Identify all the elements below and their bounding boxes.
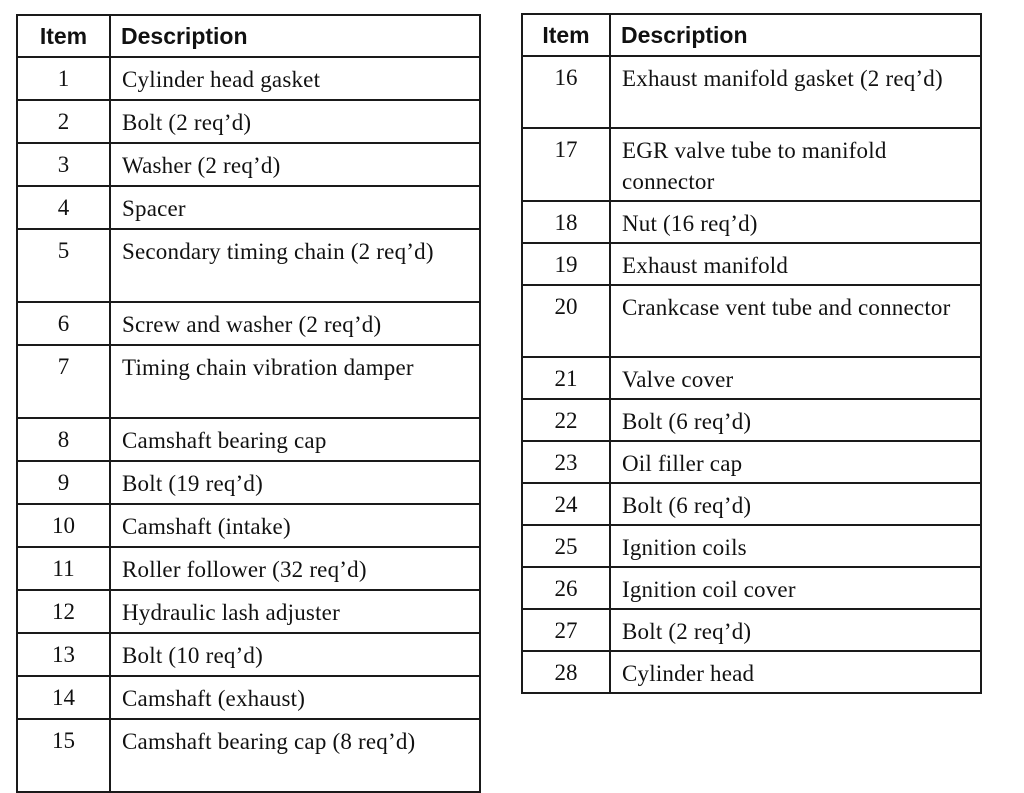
item-description: Washer (2 req’d) bbox=[110, 143, 480, 186]
parts-table-right bbox=[521, 13, 982, 694]
description-column-header: Description bbox=[610, 14, 981, 56]
table-row bbox=[522, 609, 981, 651]
item-number: 3 bbox=[17, 143, 110, 186]
item-description: Spacer bbox=[110, 186, 480, 229]
item-description: Screw and washer (2 req’d) bbox=[110, 302, 480, 345]
table-row bbox=[17, 504, 480, 547]
table-row bbox=[17, 633, 480, 676]
item-number: 14 bbox=[17, 676, 110, 719]
item-description: Exhaust manifold gasket (2 req’d) bbox=[610, 56, 981, 128]
item-description: Camshaft bearing cap (8 req’d) bbox=[110, 719, 480, 792]
item-number: 17 bbox=[522, 128, 610, 201]
item-number: 24 bbox=[522, 483, 610, 525]
table-row bbox=[17, 57, 480, 100]
table-row bbox=[522, 243, 981, 285]
item-description: Bolt (6 req’d) bbox=[610, 399, 981, 441]
table-row bbox=[17, 143, 480, 186]
item-number: 22 bbox=[522, 399, 610, 441]
item-column-header: Item bbox=[522, 14, 610, 56]
item-description: Ignition coil cover bbox=[610, 567, 981, 609]
item-number: 19 bbox=[522, 243, 610, 285]
table-row bbox=[522, 56, 981, 128]
item-description: Oil filler cap bbox=[610, 441, 981, 483]
item-number: 12 bbox=[17, 590, 110, 633]
table-row bbox=[522, 441, 981, 483]
item-description: Bolt (2 req’d) bbox=[110, 100, 480, 143]
table-row bbox=[17, 100, 480, 143]
item-description: Camshaft bearing cap bbox=[110, 418, 480, 461]
item-number: 18 bbox=[522, 201, 610, 243]
table-row bbox=[522, 483, 981, 525]
item-number: 23 bbox=[522, 441, 610, 483]
table-row bbox=[522, 357, 981, 399]
table-row bbox=[522, 201, 981, 243]
table-row bbox=[522, 399, 981, 441]
item-number: 27 bbox=[522, 609, 610, 651]
item-number: 2 bbox=[17, 100, 110, 143]
table-row bbox=[17, 547, 480, 590]
item-description: EGR valve tube to manifold connector bbox=[610, 128, 981, 201]
item-number: 10 bbox=[17, 504, 110, 547]
table-row bbox=[17, 302, 480, 345]
item-description: Exhaust manifold bbox=[610, 243, 981, 285]
item-description: Hydraulic lash adjuster bbox=[110, 590, 480, 633]
table-row bbox=[522, 525, 981, 567]
item-number: 20 bbox=[522, 285, 610, 357]
table-row bbox=[17, 676, 480, 719]
table-row bbox=[522, 651, 981, 693]
item-number: 7 bbox=[17, 345, 110, 418]
table-row bbox=[522, 285, 981, 357]
item-description: Secondary timing chain (2 req’d) bbox=[110, 229, 480, 302]
header-row bbox=[522, 14, 981, 56]
table-row bbox=[522, 567, 981, 609]
item-number: 6 bbox=[17, 302, 110, 345]
table-row bbox=[17, 229, 480, 302]
item-description: Bolt (10 req’d) bbox=[110, 633, 480, 676]
item-description: Timing chain vibration damper bbox=[110, 345, 480, 418]
item-number: 21 bbox=[522, 357, 610, 399]
item-number: 25 bbox=[522, 525, 610, 567]
item-description: Crankcase vent tube and connector bbox=[610, 285, 981, 357]
table-row bbox=[17, 461, 480, 504]
item-description: Cylinder head gasket bbox=[110, 57, 480, 100]
item-description: Camshaft (intake) bbox=[110, 504, 480, 547]
item-description: Nut (16 req’d) bbox=[610, 201, 981, 243]
item-number: 15 bbox=[17, 719, 110, 792]
item-description: Cylinder head bbox=[610, 651, 981, 693]
item-description: Camshaft (exhaust) bbox=[110, 676, 480, 719]
table-row bbox=[17, 719, 480, 792]
header-row bbox=[17, 15, 480, 57]
item-number: 1 bbox=[17, 57, 110, 100]
table-row bbox=[522, 128, 981, 201]
item-number: 11 bbox=[17, 547, 110, 590]
item-number: 8 bbox=[17, 418, 110, 461]
item-number: 9 bbox=[17, 461, 110, 504]
table-row bbox=[17, 418, 480, 461]
item-number: 28 bbox=[522, 651, 610, 693]
item-description: Roller follower (32 req’d) bbox=[110, 547, 480, 590]
item-description: Bolt (2 req’d) bbox=[610, 609, 981, 651]
table-row bbox=[17, 345, 480, 418]
item-number: 5 bbox=[17, 229, 110, 302]
description-column-header: Description bbox=[110, 15, 480, 57]
item-description: Ignition coils bbox=[610, 525, 981, 567]
item-description: Bolt (19 req’d) bbox=[110, 461, 480, 504]
item-number: 16 bbox=[522, 56, 610, 128]
item-description: Valve cover bbox=[610, 357, 981, 399]
item-column-header: Item bbox=[17, 15, 110, 57]
item-number: 13 bbox=[17, 633, 110, 676]
table-row bbox=[17, 186, 480, 229]
table-row bbox=[17, 590, 480, 633]
parts-table-left bbox=[16, 14, 481, 793]
item-description: Bolt (6 req’d) bbox=[610, 483, 981, 525]
item-number: 4 bbox=[17, 186, 110, 229]
item-number: 26 bbox=[522, 567, 610, 609]
